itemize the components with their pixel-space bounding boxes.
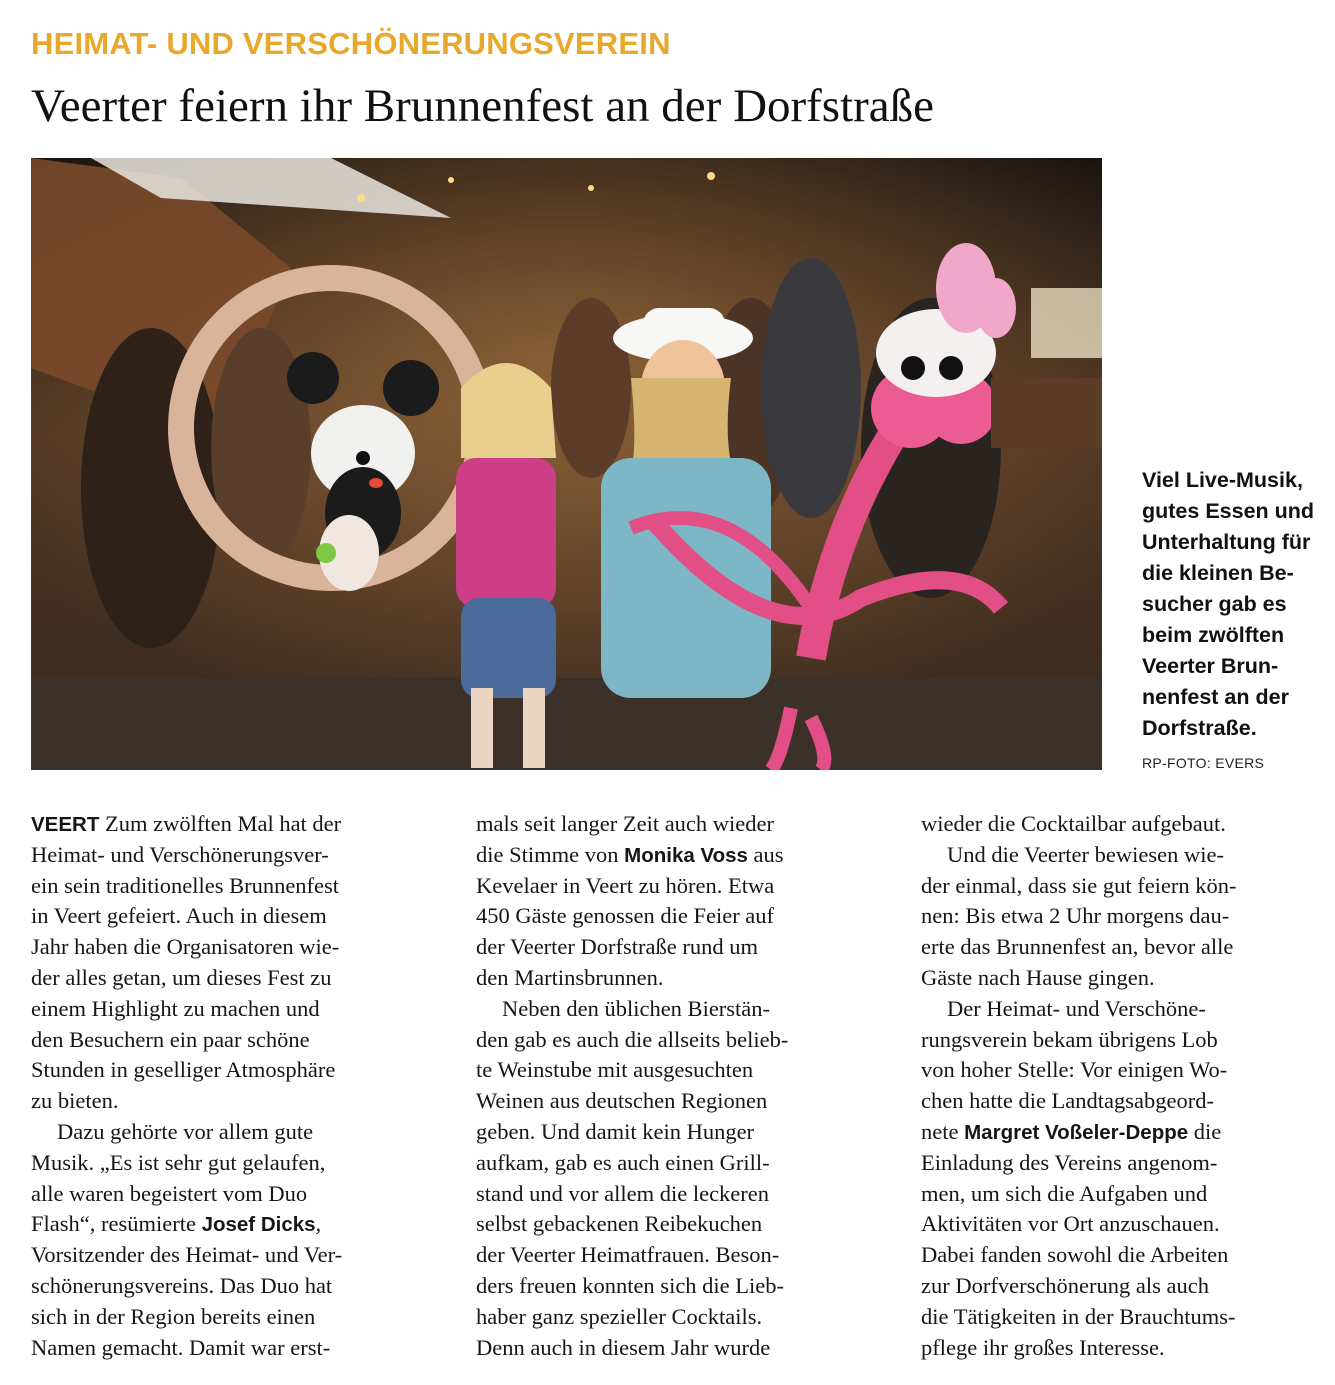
article-photo xyxy=(31,158,1102,770)
text-line: Dazu gehörte vor allem gute xyxy=(57,1118,314,1144)
text-line: pflege ihr großes Interesse. xyxy=(921,1334,1165,1360)
text-line: te Weinstube mit ausgesuchten xyxy=(476,1057,754,1083)
text-line: aufkam, gab es auch einen Grill- xyxy=(476,1149,770,1175)
text-line: Jahr haben die Organisatoren wie- xyxy=(31,934,340,960)
text-line: Und die Veerter bewiesen wie- xyxy=(947,841,1224,867)
text-line: der alles getan, um dieses Fest zu xyxy=(31,964,332,990)
text-line: Gäste nach Hause gingen. xyxy=(921,964,1155,990)
caption-line: nenfest an der xyxy=(1142,685,1289,709)
text-line: sich in der Region bereits einen xyxy=(31,1303,316,1329)
text-run: Zum zwölften Mal hat der xyxy=(99,811,342,836)
text-line: Vorsitzender des Heimat- und Ver- xyxy=(31,1242,343,1268)
text-line: der Veerter Heimatfrauen. Beson- xyxy=(476,1242,780,1268)
text-line: Aktivitäten vor Ort anzuschauen. xyxy=(921,1211,1220,1237)
text-line: schönerungsvereins. Das Duo hat xyxy=(31,1272,333,1298)
caption-line: sucher gab es xyxy=(1142,592,1287,616)
photo-credit: RP-FOTO: EVERS xyxy=(1142,755,1265,771)
text-line: selbst gebackenen Reibekuchen xyxy=(476,1211,763,1237)
text-line: Kevelaer in Veert zu hören. Etwa xyxy=(476,872,775,898)
text-line: mals seit langer Zeit auch wieder xyxy=(476,811,775,836)
caption-line: beim zwölften xyxy=(1142,623,1285,647)
text-run: nete xyxy=(921,1118,965,1144)
article-headline: Veerter feiern ihr Brunnenfest an der Dorfstraße xyxy=(31,80,935,132)
text-line: wieder die Cocktailbar aufgebaut. xyxy=(921,811,1226,836)
text-line: Stunden in geselliger Atmosphäre xyxy=(31,1057,336,1083)
text-line: Denn auch in diesem Jahr wurde xyxy=(476,1334,771,1360)
text-line: zu bieten. xyxy=(31,1088,119,1114)
person-name: Margret Voßeler-Deppe xyxy=(964,1120,1189,1144)
text-line: ders freuen konnten sich die Lieb- xyxy=(476,1272,785,1298)
text-line: 450 Gäste genossen die Feier auf xyxy=(476,903,775,929)
text-line: den Martinsbrunnen. xyxy=(476,964,664,990)
caption-line: Viel Live-Musik, xyxy=(1142,468,1303,492)
text-line: men, um sich die Aufgaben und xyxy=(921,1180,1208,1206)
text-line: von hoher Stelle: Vor einigen Wo- xyxy=(921,1057,1228,1083)
text-line: Namen gemacht. Damit war erst- xyxy=(31,1334,331,1360)
article-column-3 xyxy=(921,809,1331,1363)
article-column-1 xyxy=(31,809,441,1363)
article-column-2 xyxy=(476,809,886,1363)
text-line: Musik. „Es ist sehr gut gelaufen, xyxy=(31,1149,326,1175)
text-line: zur Dorfverschönerung als auch xyxy=(921,1272,1210,1298)
dateline: VEERT xyxy=(31,813,100,836)
text-line: Einladung des Vereins angenom- xyxy=(921,1149,1218,1175)
caption-line: Veerter Brun- xyxy=(1142,654,1279,678)
text-run: die Stimme von xyxy=(476,841,625,867)
text-line xyxy=(31,809,441,840)
text-line: den gab es auch die allseits belieb- xyxy=(476,1026,789,1052)
text-line xyxy=(31,1209,441,1240)
text-line: Neben den üblichen Bierstän- xyxy=(502,995,771,1021)
person-name: Josef Dicks xyxy=(201,1213,316,1237)
text-line: chen hatte die Landtagsabgeord- xyxy=(921,1088,1214,1114)
text-line: die Tätigkeiten in der Brauchtums- xyxy=(921,1303,1236,1329)
festival-photo-illustration xyxy=(31,158,1102,770)
text-line: geben. Und damit kein Hunger xyxy=(476,1118,755,1144)
text-line xyxy=(921,1117,1331,1148)
text-line: in Veert gefeiert. Auch in diesem xyxy=(31,903,327,929)
caption-line: Dorfstraße. xyxy=(1142,716,1257,740)
text-line: der einmal, dass sie gut feiern kön- xyxy=(921,872,1237,898)
text-line: Heimat- und Verschönerungsver- xyxy=(31,841,329,867)
text-line: Weinen aus deutschen Regionen xyxy=(476,1088,768,1114)
text-line: Dabei fanden sowohl die Arbeiten xyxy=(921,1242,1229,1268)
person-name: Monika Voss xyxy=(624,843,748,867)
text-line: ein sein traditionelles Brunnenfest xyxy=(31,872,340,898)
text-run: die xyxy=(1188,1118,1222,1144)
text-run: , xyxy=(315,1211,322,1237)
text-line: alle waren begeistert vom Duo xyxy=(31,1180,308,1206)
text-line: nen: Bis etwa 2 Uhr morgens dau- xyxy=(921,903,1230,929)
text-line: Der Heimat- und Verschöne- xyxy=(947,995,1206,1021)
caption-line: die kleinen Be- xyxy=(1142,561,1294,585)
caption-line: gutes Essen und xyxy=(1142,499,1315,523)
text-run: Flash“, resümierte xyxy=(31,1211,202,1237)
text-line: rungsverein bekam übrigens Lob xyxy=(921,1026,1218,1052)
text-run: aus xyxy=(747,841,784,867)
text-line: haber ganz spezieller Cocktails. xyxy=(476,1303,763,1329)
text-line: erte das Brunnenfest an, bevor alle xyxy=(921,934,1234,960)
section-kicker: HEIMAT- UND VERSCHÖNERUNGSVEREIN xyxy=(31,26,671,61)
text-line: einem Highlight zu machen und xyxy=(31,995,320,1021)
caption-line: Unterhaltung für xyxy=(1142,530,1311,554)
text-line: den Besuchern ein paar schöne xyxy=(31,1026,310,1052)
text-line xyxy=(476,840,886,871)
text-line: stand und vor allem die leckeren xyxy=(476,1180,770,1206)
photo-caption xyxy=(1142,465,1332,744)
text-line: der Veerter Dorfstraße rund um xyxy=(476,934,758,960)
